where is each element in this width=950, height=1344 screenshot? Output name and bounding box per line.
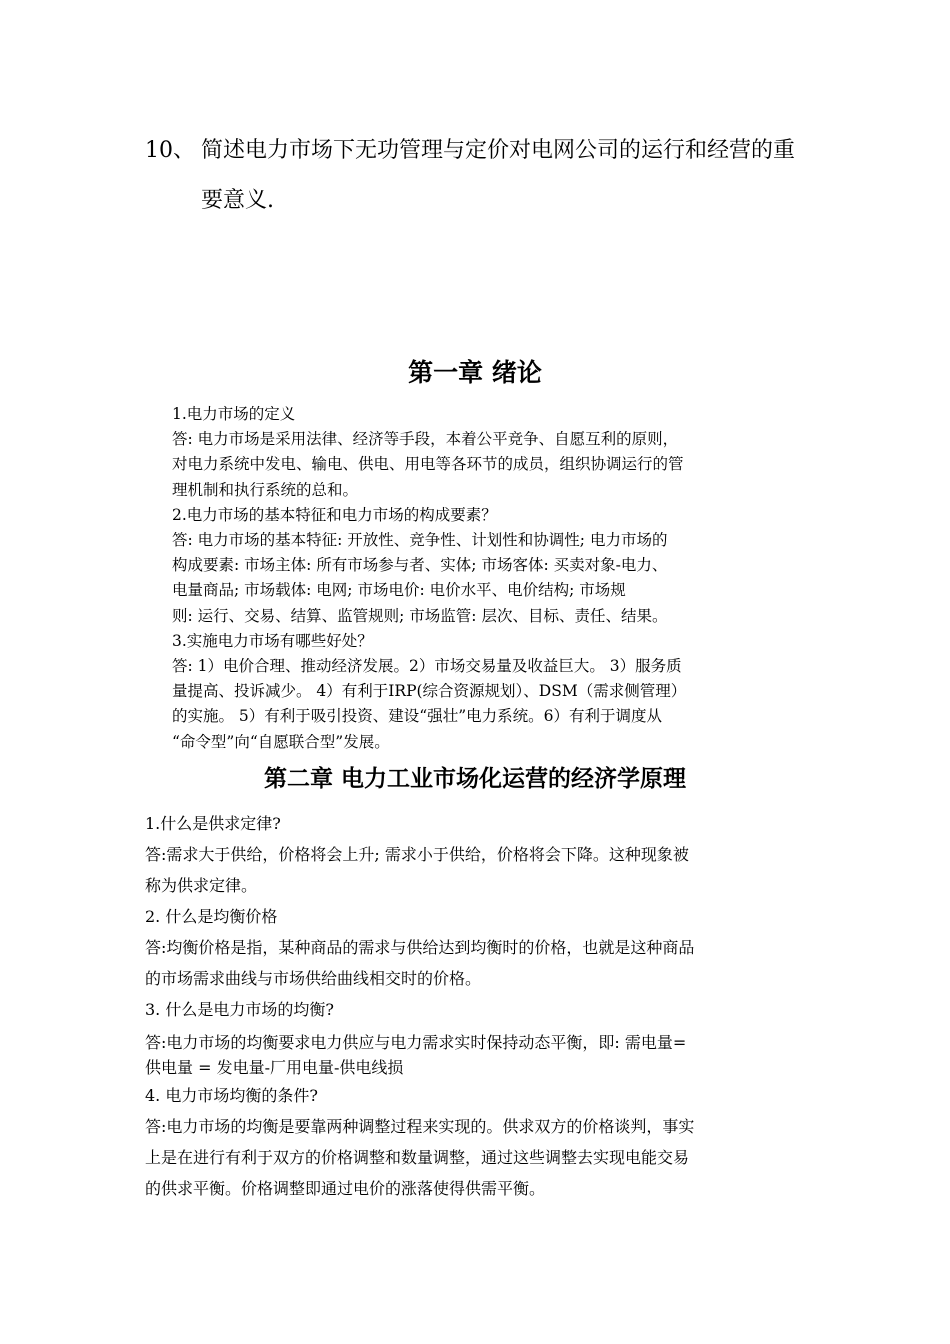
question-10-continuation: 要意义.	[201, 188, 274, 213]
answer-line: 的供求平衡。价格调整即通过电价的涨落使得供需平衡。	[145, 1179, 546, 1198]
chapter-2-body	[145, 808, 825, 1204]
chapter-1-line: 的实施。 5）有利于吸引投资、建设“强壮”电力系统。6）有利于调度从	[172, 707, 663, 726]
question-heading: 1.什么是供求定律?	[145, 814, 281, 833]
chapter-1-line: 2.电力市场的基本特征和电力市场的构成要素？	[172, 505, 497, 524]
chapter-1-line: 对电力系统中发电、输电、供电、用电等各环节的成员，组织协调运行的管	[172, 455, 684, 474]
chapter-1-line: 3.实施电力市场有哪些好处？	[172, 631, 373, 650]
chapter-1-line: 则: 运行、交易、结算、监管规则; 市场监管: 层次、目标、责任、结果。	[172, 606, 668, 625]
chapter-1-line: 答: 1）电价合理、推动经济发展。2）市场交易量及收益巨大。 3）服务质	[172, 657, 682, 676]
answer-line: 答:电力市场的均衡是要靠两种调整过程来实现的。供求双方的价格谈判，事实	[145, 1117, 695, 1136]
answer-line: 的市场需求曲线与市场供给曲线相交时的价格。	[145, 969, 482, 988]
chapter-1-line: “命令型”向“自愿联合型”发展。	[172, 732, 390, 751]
chapter-1-line: 答: 电力市场的基本特征: 开放性、竞争性、计划性和协调性; 电力市场的	[172, 531, 668, 550]
question-number: 10、	[145, 138, 195, 163]
chapter-1-line: 电量商品; 市场载体: 电网; 市场电价: 电价水平、电价结构; 市场规	[172, 581, 626, 600]
answer-line: 答:电力市场的均衡要求电力供应与电力需求实时保持动态平衡，即: 需电量=	[145, 1033, 687, 1052]
chapter-1-body	[172, 402, 822, 755]
answer-line: 答:需求大于供给，价格将会上升; 需求小于供给，价格将会下降。这种现象被	[145, 845, 689, 864]
chapter-1-line: 1.电力市场的定义	[172, 405, 296, 423]
question-10	[145, 138, 795, 164]
answer-line: 答:均衡价格是指，某种商品的需求与供给达到均衡时的价格，也就是这种商品	[145, 938, 695, 957]
answer-line: 上是在进行有利于双方的价格调整和数量调整，通过这些调整去实现电能交易	[145, 1148, 690, 1167]
chapter-1-line: 量提高、投诉减少。 4）有利于IRP(综合资源规划）、DSM（需求侧管理）	[172, 682, 687, 701]
answer-line: 供电量 = 发电量-厂用电量-供电线损	[145, 1058, 404, 1077]
question-heading: 2. 什么是均衡价格	[145, 907, 278, 926]
chapter-1-title: 第一章 绪论	[408, 358, 542, 387]
chapter-1-line: 答: 电力市场是采用法律、经济等手段，本着公平竞争、自愿互利的原则，	[172, 430, 679, 449]
chapter-1-line: 构成要素: 市场主体: 所有市场参与者、实体; 市场客体: 买卖对象-电力、	[172, 556, 668, 575]
question-heading: 4. 电力市场均衡的条件?	[145, 1086, 318, 1105]
question-text: 简述电力市场下无功管理与定价对电网公司的运行和经营的重	[201, 138, 796, 163]
answer-line: 称为供求定律。	[145, 876, 258, 895]
chapter-1-line: 理机制和执行系统的总和。	[172, 480, 359, 499]
chapter-2-title: 第二章 电力工业市场化运营的经济学原理	[263, 766, 686, 792]
question-heading: 3. 什么是电力市场的均衡?	[145, 1000, 334, 1019]
